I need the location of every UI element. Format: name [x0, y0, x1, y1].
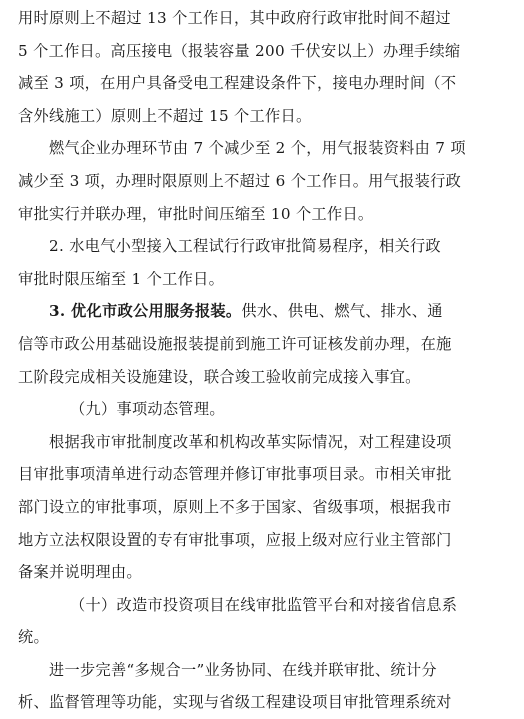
text-line: 根据我市审批制度改革和机构改革实际情况，对工程建设项 [49, 432, 452, 451]
text-line: 审批实行并联办理，审批时间压缩至 10 个工作日。 [18, 204, 374, 223]
list-item-heading: 3. 优化市政公用服务报装。 [49, 302, 242, 321]
text-line: 统。 [18, 628, 49, 647]
text-line: 进一步完善“多规合一”业务协同、在线并联审批、统计分 [49, 660, 437, 679]
text-line: 5 个工作日。高压接电（报装容量 200 千伏安以上）办理手续缩 [18, 41, 461, 60]
text-line: 析、监督管理等功能，实现与省级工程建设项目审批管理系统对 [18, 693, 452, 712]
text-line: 地方立法权限设置的专有审批事项，应报上级对应行业主管部门 [18, 530, 452, 549]
list-item-3 [18, 295, 510, 328]
text-line: 工阶段完成相关设施建设，联合竣工验收前完成接入事宜。 [18, 367, 421, 386]
text-line: 含外线施工）原则上不超过 15 个工作日。 [18, 106, 312, 125]
text-line: 减至 3 项，在用户具备受电工程建设条件下，接电办理时间（不 [18, 74, 457, 93]
section-heading-10: （十）改造市投资项目在线审批监管平台和对接省信息系 [70, 595, 458, 614]
text-line: 用时原则上不超过 13 个工作日，其中政府行政审批时间不超过 [18, 9, 451, 27]
text-line: 备案并说明理由。 [18, 563, 142, 582]
text-run: 供水、供电、燃气、排水、通 [241, 302, 443, 321]
list-item-2: 2. 水电气小型接入工程试行行政审批简易程序，相关行政 [49, 237, 441, 256]
text-line: 审批时限压缩至 1 个工作日。 [18, 269, 225, 288]
text-line: 信等市政公用基础设施报装提前到施工许可证核发前办理，在施 [18, 334, 452, 353]
text-line: 减少至 3 项，办理时限原则上不超过 6 个工作日。用气报装行政 [18, 171, 462, 190]
text-line: 部门设立的审批事项，原则上不多于国家、省级事项，根据我市 [18, 497, 452, 516]
text-line: 燃气企业办理环节由 7 个减少至 2 个，用气报装资料由 7 项 [49, 139, 466, 158]
section-heading-9: （九）事项动态管理。 [70, 400, 225, 419]
text-line: 目审批事项清单进行动态管理并修订审批事项目录。市相关审批 [18, 465, 452, 484]
